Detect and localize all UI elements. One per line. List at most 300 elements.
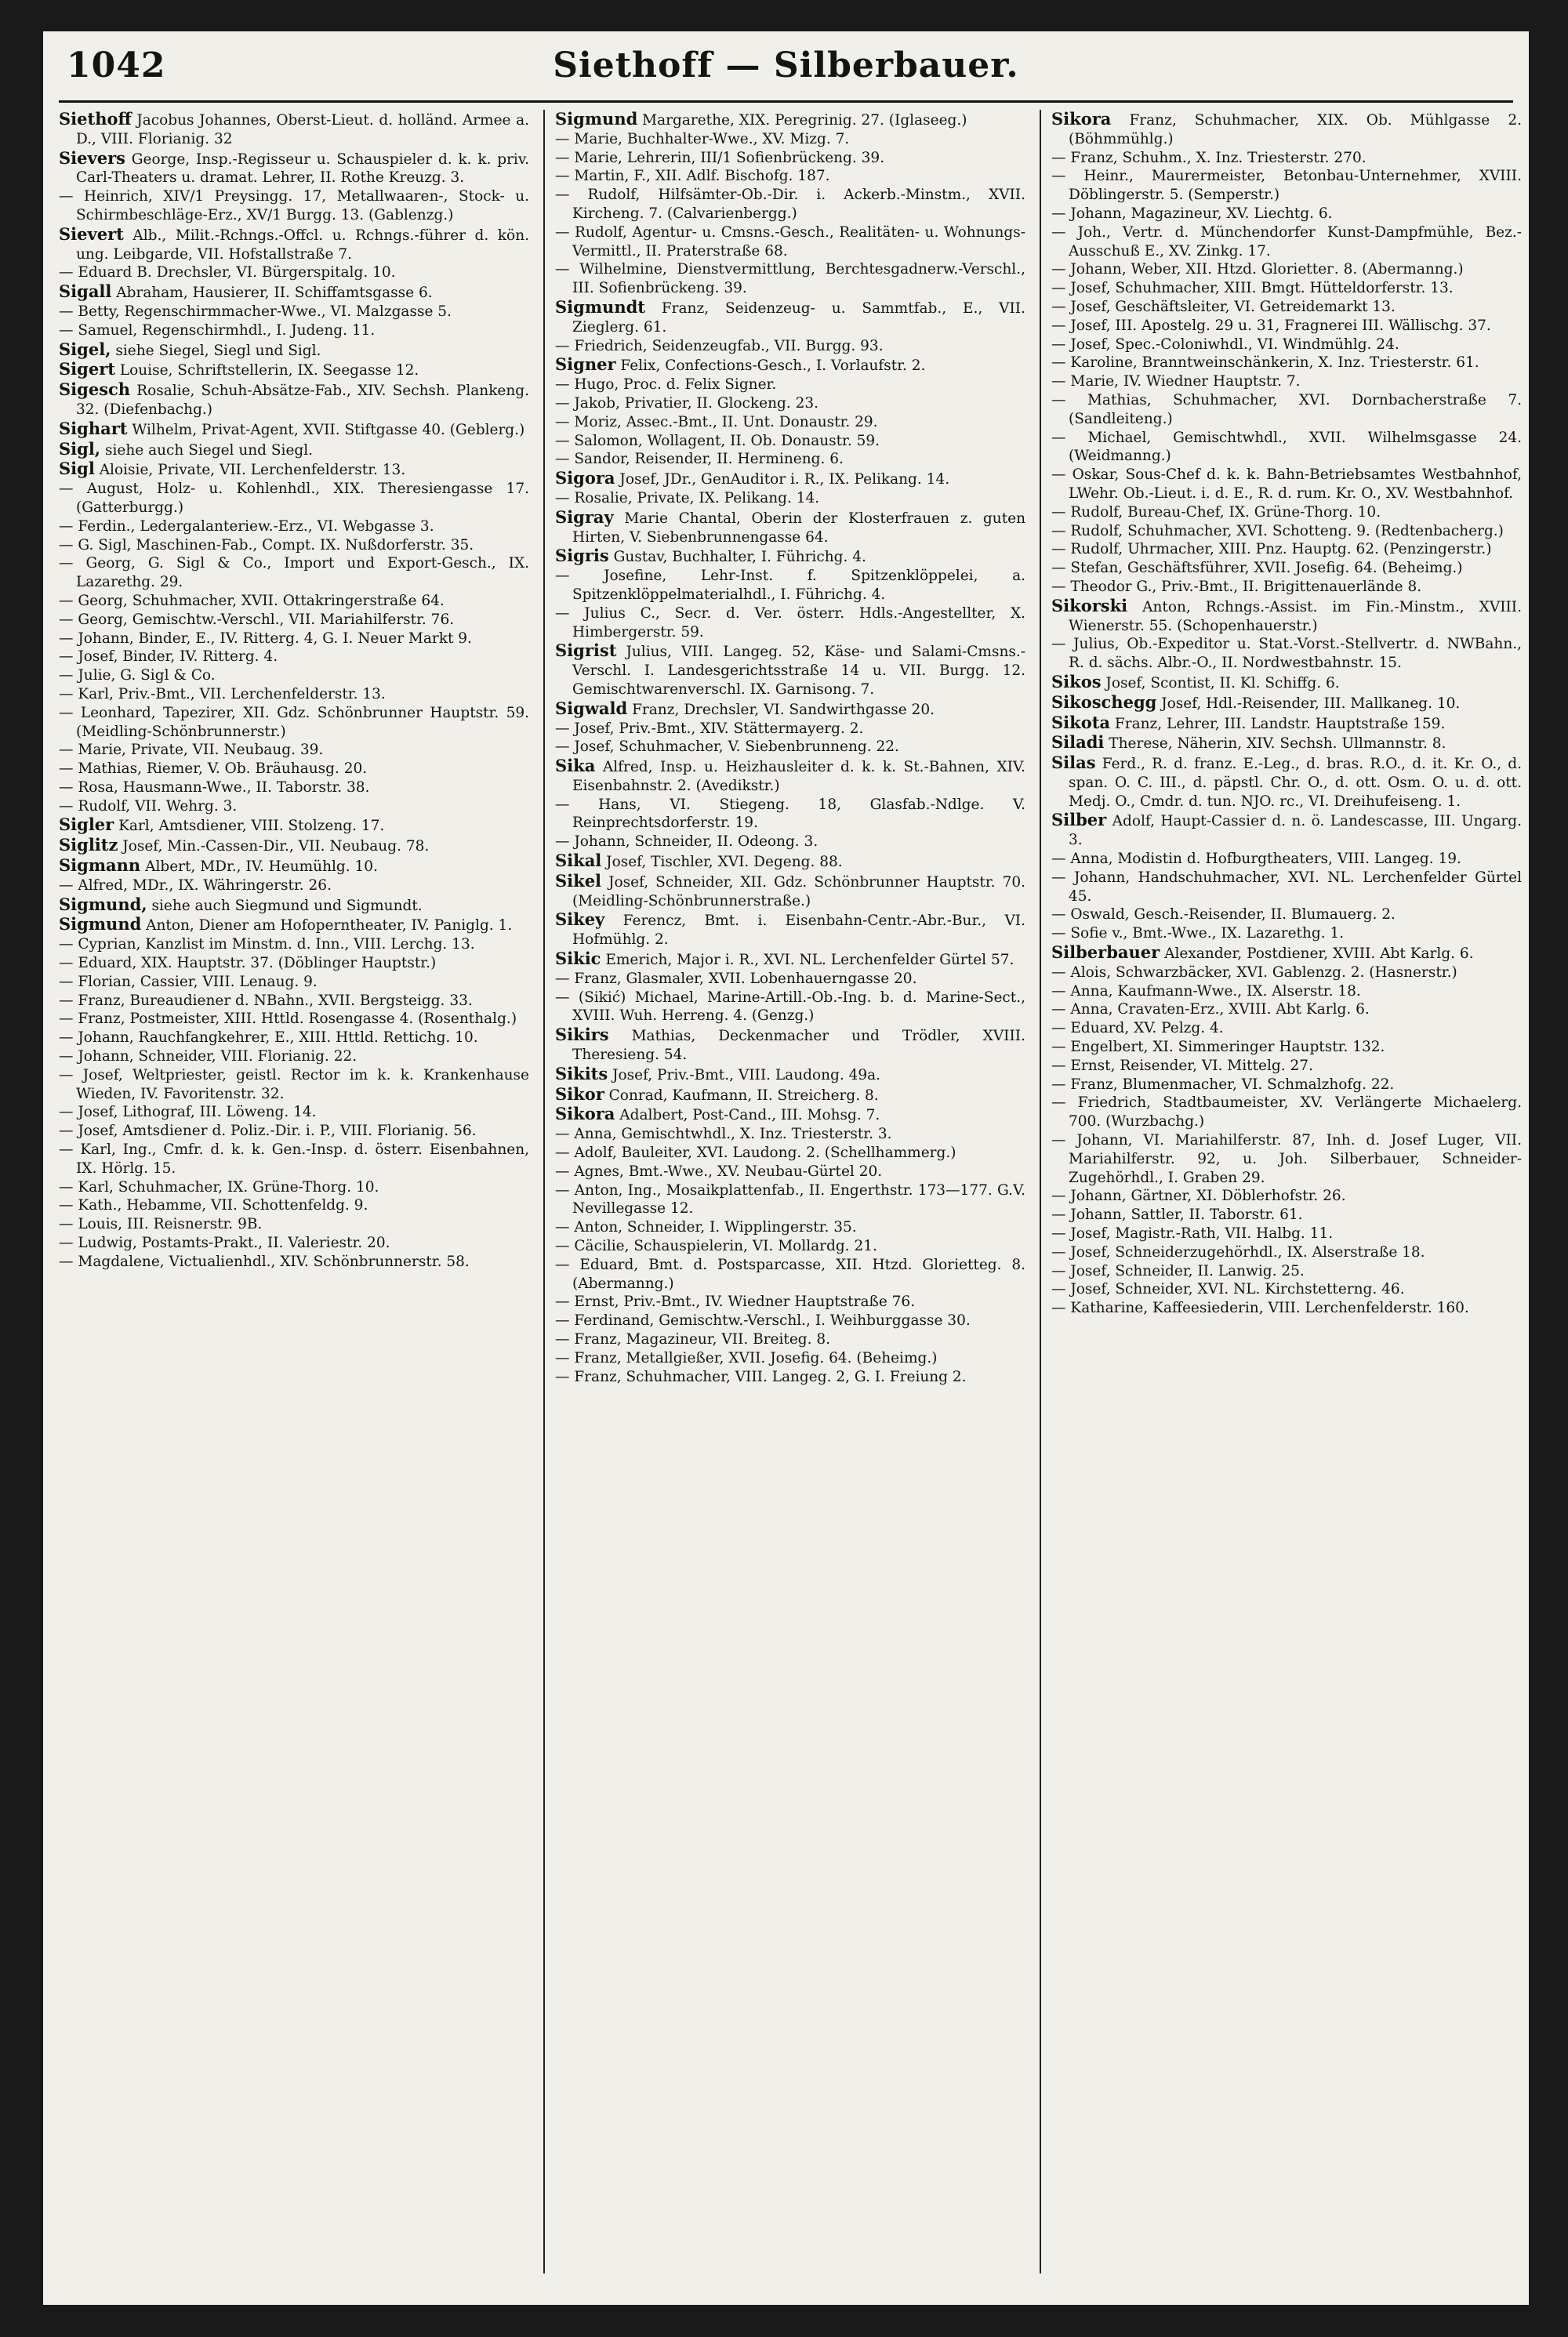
directory-entry [59,973,529,992]
entry-text: — Eduard, XV. Pelzg. 4. [1051,1020,1224,1037]
entry-text: — (Sikić) Michael, Marine-Artill.-Ob.-Ing. b. d. Marine-Sect., XVIII. Wuh. Herreng. 4. (Genzg.) [555,989,1025,1025]
entry-surname: Sikic [555,949,601,969]
entry-text: Rosalie, Schuh-Absätze-Fab., XIV. Sechsh. Plankeng. 32. (Diefenbachg.) [76,383,529,418]
columns-container [59,110,1522,2273]
entry-text: — Josef, Schuhmacher, XIII. Bmgt. Hütteldorferstr. 13. [1051,280,1454,297]
entry-text: — Cyprian, Kanzlist im Minstm. d. Inn., VIII. Lerchg. 13. [59,936,475,953]
entry-text: — Johann, Schneider, II. Odeong. 3. [555,833,818,851]
entry-text: — Julius C., Secr. d. Ver. österr. Hdls.-Angestellter, X. Himbergerstr. 59. [555,604,1025,640]
directory-entry [555,872,1025,911]
column-3 [1051,110,1522,2273]
entry-text: — Cäcilie, Schauspielerin, VI. Mollardg. 21. [555,1238,877,1255]
entry-surname: Sikirs [555,1025,609,1045]
entry-text: — Josef, Schneider, XVI. NL. Kirchstetterng. 46. [1051,1281,1405,1298]
directory-entry [59,380,529,419]
entry-text: siehe auch Siegel und Siegl. [100,441,314,459]
directory-entry [555,738,1025,757]
directory-entry [555,337,1025,356]
directory-entry [1051,597,1522,636]
directory-entry [59,1047,529,1066]
directory-entry [555,394,1025,413]
entry-surname: Sigler [59,815,114,835]
entry-surname: Siladi [1051,732,1105,753]
directory-entry [59,685,529,704]
entry-text: — Josef, Geschäftsleiter, VI. Getreidemarkt 13. [1051,298,1396,315]
entry-text: — Johann, Weber, XII. Htzd. Gloriettег. 8. (Abermanng.) [1051,261,1464,278]
entry-surname: Sigmund [555,110,638,129]
entry-text: — Marie, Lehrerin, III/1 Sofienbrückeng. 39. [555,149,885,166]
entry-text: — Martin, F., XII. Adlf. Bischofg. 187. [555,168,830,185]
directory-entry [1051,578,1522,597]
directory-entry [1051,673,1522,693]
entry-text: — Johann, Schneider, VIII. Florianig. 22. [59,1048,358,1065]
directory-entry [555,186,1025,223]
directory-entry [59,225,529,264]
entry-text: — Josef, Schuhmacher, V. Siebenbrunneng. 22. [555,738,899,756]
entry-text: — Wilhelmine, Dienstvermittlung, Berchtesgadnerw.-Verschl., III. Sofienbrückeng. 39. [555,261,1025,297]
directory-entry [1051,1038,1522,1057]
directory-entry [1051,850,1522,869]
directory-entry [555,1025,1025,1065]
directory-entry [59,282,529,303]
entry-surname: Sigray [555,506,614,527]
directory-entry [555,1330,1025,1349]
directory-entry [59,992,529,1011]
directory-entry [59,1066,529,1104]
directory-entry [59,876,529,895]
entry-text: — August, Holz- u. Kohlenhdl., XIX. Theresiengasse 17. (Gatterburgg.) [59,481,529,516]
entry-surname: Sigl, [59,438,101,459]
entry-text: — Rudolf, Hilfsämter-Ob.-Dir. i. Ackerb.-Minstm., XVII. Kircheng. 7. (Calvarienbergg.) [555,187,1025,222]
directory-entry [555,949,1025,970]
directory-entry [555,130,1025,149]
entry-text: — Rudolf, Agentur- u. Cmsns.-Gesch., Realitäten- u. Wohnungs-Vermittl., II. Praterstraße 68. [555,223,1025,259]
directory-entry [59,935,529,954]
directory-entry [59,303,529,321]
entry-text: — Johann, Binder, E., IV. Ritterg. 4, G. I. Neuer Markt 9. [59,630,472,647]
directory-entry [1051,167,1522,205]
directory-entry [1051,1019,1522,1038]
entry-surname: Sighart [59,418,128,438]
entry-text: — Friedrich, Stadtbaumeister, XV. Verlängerte Michaelerg. 700. (Wurzbachg.) [1051,1094,1522,1130]
directory-entry [59,1178,529,1197]
directory-entry [555,489,1025,508]
entry-surname: Sigert [59,359,115,379]
entry-text: — Karl, Schuhmacher, IX. Grüne-Thorg. 10. [59,1178,379,1196]
directory-entry [1051,1094,1522,1131]
entry-surname: Sigora [555,468,615,488]
entry-text: Anton, Rchngs.-Assist. im Fin.-Minstm., XVIII. Wienerstr. 55. (Schopenhauerstr.) [1069,598,1522,634]
entry-text: Josef, JDr., GenAuditor i. R., IX. Pelikang. 14. [615,471,950,488]
entry-text: — Johann, Sattler, II. Taborstr. 61. [1051,1207,1303,1224]
entry-surname: Sigwald [555,698,628,718]
entry-text: — Josef, Magistr.-Rath, VII. Halbg. 11. [1051,1225,1334,1243]
entry-text: — Alfred, MDr., IX. Währingerstr. 26. [59,876,332,894]
entry-text: Conrad, Kaufmann, II. Streicherg. 8. [604,1087,879,1104]
directory-entry [1051,372,1522,391]
entry-text: Wilhelm, Privat-Agent, XVII. Stiftgasse 40. (Geblerg.) [127,421,525,438]
entry-text: Franz, Drechsler, VI. Sandwirthgasse 20. [627,701,935,718]
directory-entry [555,432,1025,451]
entry-text: Alb., Milit.-Rchngs.-Offcl. u. Rchngs.-führer d. kön. ung. Leibgarde, VII. Hofstallstraße 7. [76,227,529,263]
directory-entry [59,760,529,778]
entry-text: — Samuel, Regenschirmhdl., I. Judeng. 11. [59,321,376,339]
entry-text: — Hugo, Proc. d. Felix Signer. [555,376,777,394]
directory-entry [555,757,1025,796]
column-divider [1040,110,1041,2273]
entry-text: Josef, Hdl.-Reisender, III. Mallkaneg. 10. [1156,695,1461,712]
directory-entry [1051,733,1522,753]
directory-entry [1051,149,1522,168]
directory-entry [555,1181,1025,1219]
entry-text: — Ludwig, Postamts-Prakt., II. Valeriestr. 20. [59,1235,390,1252]
entry-text: Emerich, Major i. R., XVI. NL. Lerchenfelder Gürtel 57. [601,952,1014,969]
directory-entry [1051,963,1522,982]
directory-entry [59,815,529,836]
entry-text: Josef, Tischler, XVI. Degeng. 88. [601,854,843,871]
directory-entry [59,630,529,648]
directory-entry [1051,869,1522,906]
directory-entry [1051,905,1522,924]
entry-text: — Franz, Metallgießer, XVII. Josefig. 64. (Beheimg.) [555,1349,938,1366]
entry-text: — Ernst, Priv.-Bmt., IV. Wiedner Hauptstraße 76. [555,1294,916,1311]
directory-entry [555,604,1025,642]
entry-text: — Anna, Gemischtwhdl., X. Inz. Triesterstr. 3. [555,1126,892,1143]
directory-entry [1051,1187,1522,1206]
entry-text: Mathias, Deckenmacher und Trödler, XVIII. Theresieng. 54. [572,1028,1025,1064]
directory-entry [1051,1000,1522,1019]
directory-entry [1051,205,1522,223]
column-1 [59,110,529,2273]
entry-text: — Franz, Postmeister, XIII. Httld. Rosengasse 4. (Rosenthalg.) [59,1011,517,1028]
entry-text: — Marie, Private, VII. Neubaug. 39. [59,742,324,759]
entry-text: — Josef, Amtsdiener d. Poliz.-Dir. i. P., VIII. Florianig. 56. [59,1123,477,1140]
directory-entry [555,546,1025,567]
entry-text: — Kath., Hebamme, VII. Schottenfeldg. 9. [59,1197,368,1214]
directory-entry [1051,317,1522,336]
directory-entry [555,167,1025,186]
directory-entry [59,954,529,973]
entry-text: — Karl, Priv.-Bmt., VII. Lerchenfelderstr. 13. [59,685,386,702]
entry-surname: Sigris [555,546,609,566]
entry-surname: Sikos [1051,671,1102,691]
entry-text: — Rosa, Hausmann-Wwe., II. Taborstr. 38. [59,778,370,796]
entry-text: — Anna, Cravaten-Erz., XVIII. Abt Karlg. 6. [1051,1001,1370,1018]
directory-entry [555,910,1025,949]
entry-text: — Rudolf, Schuhmacher, XVI. Schotteng. 9. (Redtenbacherg.) [1051,522,1504,539]
entry-text: — Anna, Kaufmann-Wwe., IX. Alserstr. 18. [1051,982,1361,1000]
entry-text: — Josef, Weltpriester, geistl. Rector im k. k. Krankenhause Wieden, IV. Favoritenstr. 32. [59,1066,529,1102]
directory-entry [59,340,529,361]
entry-surname: Sigall [59,281,112,302]
entry-surname: Sikits [555,1063,608,1083]
entry-surname: Silberbauer [1051,942,1160,963]
entry-text: Adalbert, Post-Cand., III. Mohsg. 7. [615,1107,880,1124]
entry-text: — Adolf, Bauleiter, XVI. Laudong. 2. (Schellhammerg.) [555,1145,956,1162]
directory-entry [1051,540,1522,559]
entry-text: Ferd., R. d. franz. E.-Leg., d. bras. R.O., d. it. Kr. O., d. span. O. C. III., d. päpstl. Chr. O., d. ott. Osm. O. u. d. ott. Medj. O., Cmdr. d. tun. NJO. rc., VI. Dreihufeiseng. 1. [1069,756,1522,810]
directory-entry [1051,982,1522,1001]
entry-text: Alexander, Postdiener, XVIII. Abt Karlg. 6. [1160,945,1474,963]
directory-entry [59,321,529,340]
directory-entry [59,110,529,149]
directory-entry [1051,223,1522,261]
entry-text: — Magdalene, Victualienhdl., XIV. Schönbrunnerstr. 58. [59,1253,470,1270]
directory-entry [59,895,529,916]
entry-text: — Georg, Schuhmacher, XVII. Ottakringerstraße 64. [59,592,445,609]
entry-text: — Friedrich, Seidenzeugfab., VII. Burgg. 93. [555,337,884,354]
entry-surname: Sigel, [59,339,111,359]
entry-text: Josef, Priv.-Bmt., VIII. Laudong. 49a. [608,1066,881,1083]
entry-text: Alfred, Insp. u. Heizhausleiter d. k. k. St.-Bahnen, XIV. Eisenbahnstr. 2. (Avedikstr.) [572,759,1025,794]
entry-text: Gustav, Buchhalter, I. Führichg. 4. [608,549,866,566]
directory-entry [59,554,529,592]
directory-entry [1051,1262,1522,1281]
directory-entry [59,459,529,480]
directory-entry [59,360,529,380]
entry-text: — Johann, Magazineur, XV. Liechtg. 6. [1051,205,1333,222]
entry-surname: Sikorski [1051,595,1128,615]
directory-entry [59,778,529,797]
entry-text: — Heinr., Maurermeister, Betonbau-Unternehmer, XVIII. Döblingerstr. 5. (Semperstr.) [1051,168,1522,204]
directory-entry [555,413,1025,432]
directory-entry [555,1349,1025,1368]
entry-text: Karl, Amtsdiener, VIII. Stolzeng. 17. [114,818,385,835]
directory-entry [1051,1057,1522,1076]
entry-text: — Anton, Schneider, I. Wipplingerstr. 35. [555,1219,857,1236]
entry-text: — Alois, Schwarzbäcker, XVI. Gablenzg. 2. (Hasnerstr.) [1051,963,1457,981]
directory-entry [59,611,529,630]
directory-entry [59,517,529,536]
column-divider [543,110,545,2273]
directory-entry [59,440,529,460]
entry-surname: Sikora [555,1104,615,1124]
entry-text: — Anna, Modistin d. Hofburgtheaters, VIII. Langeg. 19. [1051,851,1461,868]
directory-entry [59,1010,529,1029]
directory-entry [555,720,1025,738]
directory-entry [1051,559,1522,578]
directory-entry [555,1256,1025,1294]
directory-entry [555,1218,1025,1237]
entry-text: — Josef, III. Apostelg. 29 u. 31, Fragnerei III. Wällischg. 37. [1051,317,1491,334]
entry-text: Josef, Min.-Cassen-Dir., VII. Neubaug. 78. [118,838,430,855]
directory-entry [1051,279,1522,298]
entry-text: — Sandor, Reisender, II. Hermineng. 6. [555,451,844,468]
entry-text: — Marie, IV. Wiedner Hauptstr. 7. [1051,373,1301,390]
directory-entry [59,1103,529,1122]
directory-entry [1051,336,1522,354]
directory-entry [555,260,1025,298]
running-head: Siethoff — Silberbauer. [553,45,1019,85]
entry-surname: Sigmund [59,914,142,934]
directory-entry [555,1237,1025,1256]
entry-text: — Josef, Lithograf, III. Löweng. 14. [59,1104,317,1121]
entry-text: Felix, Confections-Gesch., I. Vorlaufstr. 2. [615,357,926,375]
directory-entry [555,1085,1025,1105]
directory-entry [1051,1131,1522,1187]
entry-text: — Ernst, Reisender, VI. Mittelg. 27. [1051,1057,1313,1074]
directory-entry [555,1105,1025,1125]
directory-entry [59,836,529,856]
entry-surname: Sika [555,756,596,776]
directory-entry [1051,1225,1522,1243]
directory-entry [555,508,1025,547]
directory-entry [555,796,1025,833]
page-number: 1042 [67,45,166,85]
directory-entry [1051,429,1522,466]
directory-entry [555,298,1025,337]
entry-text: Margarethe, XIX. Peregrinig. 27. (Iglaseeg.) [637,112,967,129]
directory-entry [59,1122,529,1141]
entry-text: — Georg, Gemischtw.-Verschl., VII. Mariahilferstr. 76. [59,611,455,628]
entry-text: Adolf, Haupt-Cassier d. n. ö. Landescasse, III. Ungarg. 3. [1069,813,1522,849]
entry-text: — Mathias, Schuhmacher, XVI. Dornbacherstraße 7. (Sandleiteng.) [1051,391,1522,427]
directory-entry [555,355,1025,376]
entry-text: — Salomon, Wollagent, II. Ob. Donaustr. 59. [555,432,880,449]
directory-entry [1051,110,1522,149]
entry-text: — Jakob, Privatier, II. Glockeng. 23. [555,394,819,412]
directory-entry [1051,466,1522,503]
entry-surname: Sikel [555,870,602,891]
entry-text: — Karoline, Branntweinschänkerin, X. Inz. Triesterstr. 61. [1051,354,1479,372]
entry-text: — Franz, Schuhm., X. Inz. Triesterstr. 270. [1051,149,1367,166]
entry-surname: Silber [1051,810,1107,830]
entry-text: Jacobus Johannes, Oberst-Lieut. d. holländ. Armee a. D., VIII. Florianig. 32 [76,112,529,147]
directory-entry [1051,522,1522,541]
directory-entry [555,1125,1025,1144]
entry-text: George, Insp.-Regisseur u. Schauspieler d. k. k. priv. Carl-Theaters u. dramat. Lehrer, II. Rothe Kreuzg. 3. [76,151,529,187]
entry-text: — Joh., Vertr. d. Münchendorfer Kunst-Dampfmühle, Bez.-Ausschuß E., XV. Zinkg. 17. [1051,223,1522,259]
directory-entry [59,1141,529,1178]
entry-text: — Eduard B. Drechsler, VI. Bürgerspitalg. 10. [59,264,396,281]
directory-entry [555,1065,1025,1085]
entry-text: — Mathias, Riemer, V. Ob. Bräuhausg. 20. [59,760,368,778]
entry-text: — Franz, Magazineur, VII. Breiteg. 8. [555,1331,831,1348]
entry-text: Aloisie, Private, VII. Lerchenfelderstr. 13. [94,462,406,479]
entry-text: Franz, Seidenzeug- u. Sammtfab., E., VII. Zieglerg. 61. [572,299,1025,336]
directory-entry [59,1253,529,1272]
directory-entry [1051,753,1522,811]
directory-entry [1051,391,1522,429]
directory-entry [59,741,529,760]
entry-text: Josef, Schneider, XII. Gdz. Schönbrunner Hauptstr. 70. (Meidling-Schönbrunnerstraße.) [572,873,1025,909]
directory-entry [59,648,529,666]
directory-entry [1051,924,1522,943]
directory-entry [1051,298,1522,317]
entry-text: — Engelbert, XI. Simmeringer Hauptstr. 132. [1051,1039,1385,1056]
directory-entry [555,223,1025,261]
entry-text: — Sofie v., Bmt.-Wwe., IX. Lazarethg. 1. [1051,925,1345,942]
entry-text: — Katharine, Kaffeesiederin, VIII. Lerchenfelderstr. 160. [1051,1300,1469,1317]
entry-text: Ferencz, Bmt. i. Eisenbahn-Centr.-Abr.-Bur., VI. Hofmühlg. 2. [572,913,1025,949]
entry-text: — Moriz, Assec.-Bmt., II. Unt. Donaustr. 29. [555,413,878,430]
entry-text: — Josef, Schneider, II. Lanwig. 25. [1051,1262,1305,1279]
entry-text: — Franz, Bureaudiener d. NBahn., XVII. Bergsteigg. 33. [59,992,473,1009]
entry-text: — Florian, Cassier, VIII. Lenaug. 9. [59,973,318,990]
entry-text: — Ferdinand, Gemischtw.-Verschl., I. Weihburggasse 30. [555,1312,971,1330]
directory-entry [59,592,529,611]
entry-text: — Stefan, Geschäftsführer, XVII. Josefig. 64. (Beheimg.) [1051,560,1463,577]
directory-entry [59,480,529,517]
directory-entry [59,915,529,935]
directory-entry [555,1144,1025,1163]
directory-entry [555,641,1025,699]
entry-surname: Sievers [59,147,125,168]
entry-text: — Ferdin., Ledergalanteriew.-Erz., VI. Webgasse 3. [59,517,434,535]
directory-entry [1051,713,1522,734]
entry-surname: Sikor [555,1083,604,1104]
directory-page [43,31,1529,2305]
entry-text: — Franz, Blumenmacher, VI. Schmalzhofg. 22. [1051,1076,1395,1093]
entry-text: — Leonhard, Tapezirer, XII. Gdz. Schönbrunner Hauptstr. 59. (Meidling-Schönbrunnerstr.) [59,704,529,740]
directory-entry [555,699,1025,720]
entry-text: — Johann, Rauchfangkehrer, E., XIII. Httld. Rettichg. 10. [59,1029,478,1047]
entry-text: — Eduard, XIX. Hauptstr. 37. (Döblinger Hauptstr.) [59,955,437,972]
entry-surname: Sigmundt [555,296,645,317]
directory-entry [59,666,529,685]
entry-text: — Josef, Binder, IV. Ritterg. 4. [59,648,278,666]
entry-surname: Siethoff [59,110,132,129]
entry-surname: Sikora [1051,110,1112,129]
entry-text: — Marie, Buchhalter-Wwe., XV. Mizg. 7. [555,130,850,147]
entry-surname: Sievert [59,223,124,244]
directory-entry [555,376,1025,394]
entry-text: — Oswald, Gesch.-Reisender, II. Blumauerg. 2. [1051,906,1396,924]
entry-surname: Sigrist [555,640,617,661]
entry-text: — Rosalie, Private, IX. Pelikang. 14. [555,489,820,506]
directory-entry [59,1029,529,1047]
entry-text: Albert, MDr., IV. Heumühlg. 10. [140,858,378,876]
entry-text: — Johann, Handschuhmacher, XVI. NL. Lerchenfelder Gürtel 45. [1051,869,1522,905]
directory-entry [555,851,1025,872]
directory-entry [555,1293,1025,1312]
entry-text: — Johann, Gärtner, XI. Döblerhofstr. 26. [1051,1188,1346,1205]
directory-entry [1051,1280,1522,1299]
entry-surname: Signer [555,354,616,375]
column-2 [555,110,1025,2273]
entry-surname: Sigl [59,459,95,479]
directory-entry [59,797,529,816]
entry-text: Therese, Näherin, XIV. Sechsh. Ullmannstr. 8. [1104,735,1446,753]
entry-text: Abraham, Hausierer, II. Schiffamtsgasse 6. [111,285,433,302]
directory-entry [59,704,529,742]
directory-entry [1051,354,1522,372]
entry-text: — Rudolf, Bureau-Chef, IX. Grüne-Thorg. 10. [1051,503,1381,521]
directory-entry [555,833,1025,851]
entry-text: Franz, Schuhmacher, XIX. Ob. Mühlgasse 2. (Böhmmühlg.) [1069,112,1522,147]
directory-entry [555,970,1025,989]
entry-text: — Oskar, Sous-Chef d. k. k. Bahn-Betriebsamtes Westbahnhof, LWehr. Ob.-Lieut. i. d. E., R. d. rum. Kr. O., XV. Westbahnhof. [1051,466,1522,502]
directory-entry [1051,503,1522,522]
directory-entry [59,419,529,440]
directory-entry [1051,260,1522,279]
entry-surname: Sigmund, [59,894,147,914]
directory-entry [555,989,1025,1026]
entry-text: — Theodor G., Priv.-Bmt., II. Brigittenauerlände 8. [1051,578,1422,595]
entry-text: — Karl, Ing., Cmfr. d. k. k. Gen.-Insp. d. österr. Eisenbahnen, IX. Hörlg. 15. [59,1141,529,1177]
directory-entry [555,469,1025,489]
entry-text: — Eduard, Bmt. d. Postsparcasse, XII. Htzd. Glorietteg. 8. (Abermanng.) [555,1256,1025,1292]
directory-entry [59,149,529,188]
entry-text: — Rudolf, Uhrmacher, XIII. Pnz. Hauptg. 62. (Penzingerstr.) [1051,541,1492,558]
header-rule [59,100,1513,103]
entry-surname: Sikey [555,909,605,930]
entry-surname: Silas [1051,753,1096,773]
entry-text: — Johann, VI. Mariahilferstr. 87, Inh. d. Josef Luger, VII. Mariahilferstr. 92, u. Joh. Silberbauer, Schneider-Zugehörhdl., I. Graben 29. [1051,1132,1522,1186]
entry-text: Anton, Diener am Hofoperntheater, IV. Paniglg. 1. [141,917,513,934]
directory-entry [555,1368,1025,1387]
directory-entry [59,1234,529,1253]
